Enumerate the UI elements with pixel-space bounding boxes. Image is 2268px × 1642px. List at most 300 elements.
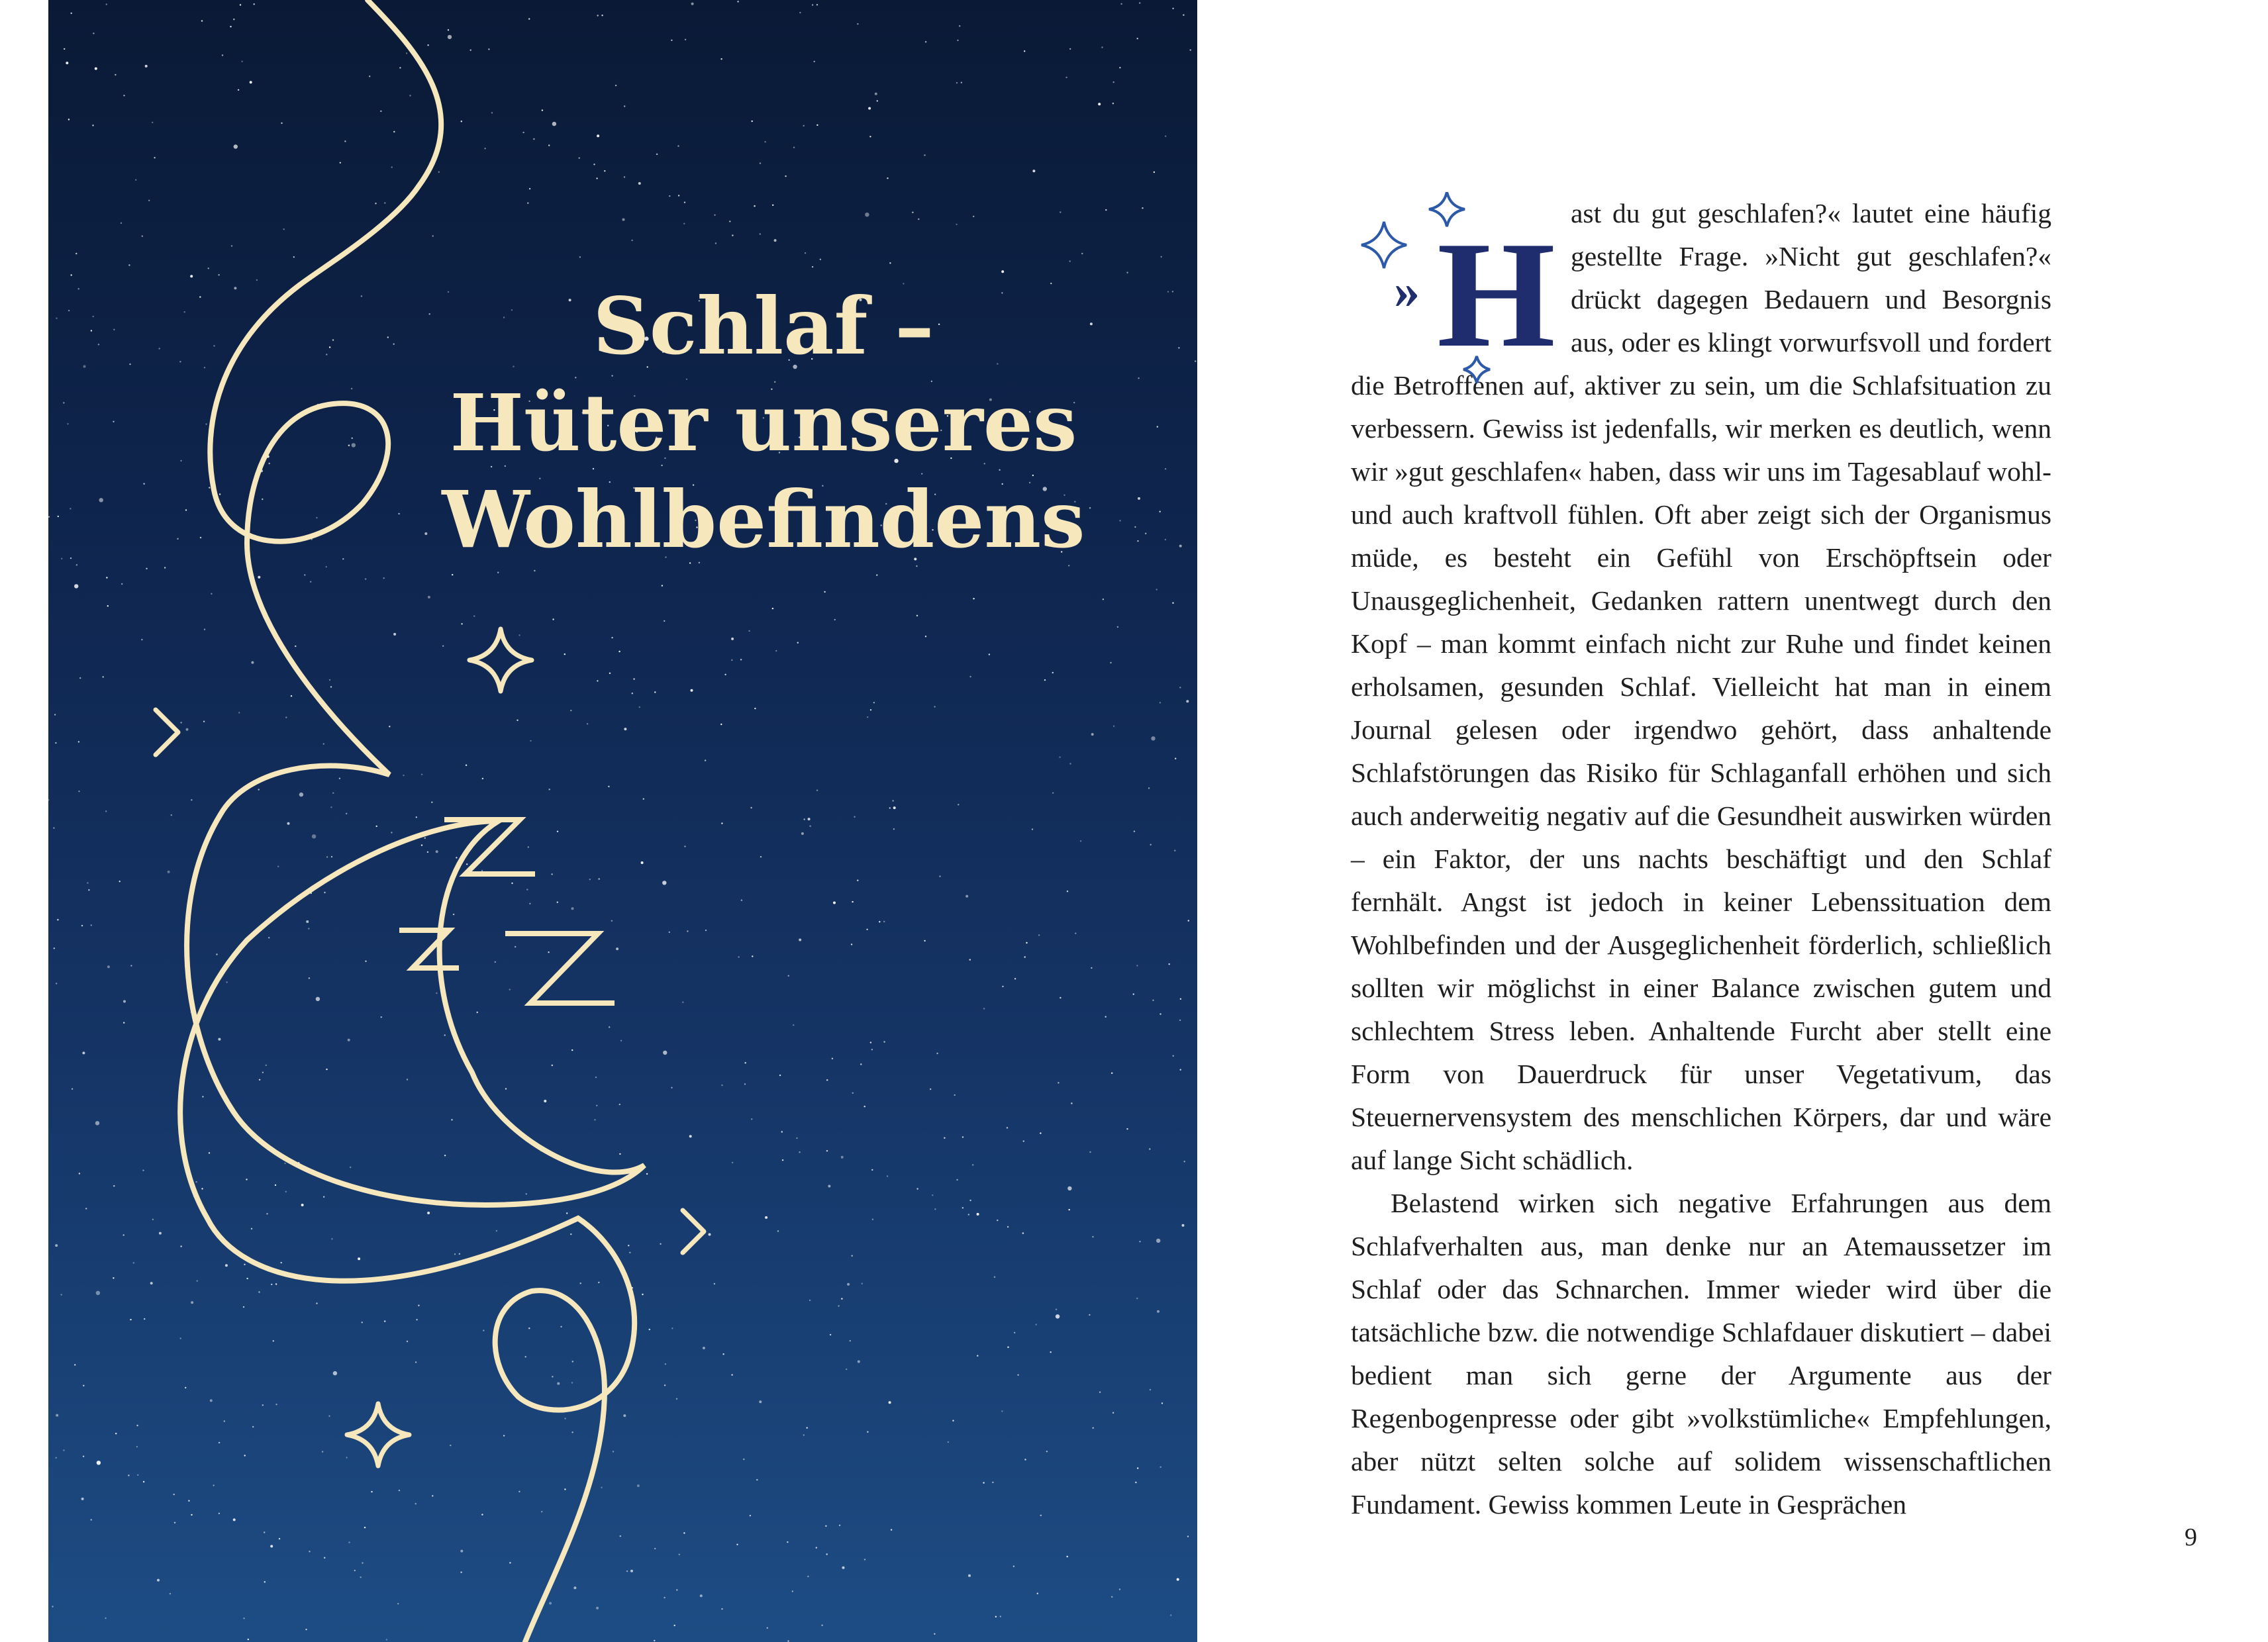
star-dot bbox=[767, 1627, 768, 1629]
star-dot bbox=[683, 1532, 685, 1533]
star-dot bbox=[1111, 1073, 1112, 1074]
star-dot bbox=[1174, 850, 1175, 851]
star-dot bbox=[872, 1219, 873, 1220]
star-dot bbox=[887, 1175, 888, 1177]
star-dot bbox=[968, 1214, 969, 1215]
star-dot bbox=[760, 856, 762, 857]
star-dot bbox=[724, 674, 726, 675]
star-dot bbox=[219, 1513, 220, 1514]
star-dot bbox=[482, 778, 483, 779]
star-dot bbox=[597, 680, 598, 681]
star-dot bbox=[322, 1451, 323, 1452]
star-dot bbox=[879, 921, 880, 922]
star-dot bbox=[816, 790, 818, 791]
star-dot bbox=[448, 29, 449, 30]
star-dot bbox=[1154, 171, 1155, 173]
night-sky-image bbox=[48, 0, 1197, 1642]
star-dot bbox=[772, 608, 773, 609]
star-dot bbox=[1142, 207, 1143, 209]
star-dot bbox=[654, 1548, 656, 1549]
star-dot bbox=[1001, 270, 1004, 273]
star-dot bbox=[142, 236, 143, 237]
star-dot bbox=[952, 1420, 954, 1422]
star-dot bbox=[858, 1361, 860, 1363]
star-dot bbox=[113, 1277, 114, 1279]
star-dot bbox=[362, 1322, 363, 1323]
star-dot bbox=[240, 4, 241, 5]
star-dot bbox=[777, 1230, 779, 1232]
star-dot bbox=[130, 965, 132, 966]
star-dot bbox=[1190, 49, 1191, 50]
star-dot bbox=[760, 233, 761, 234]
star-dot bbox=[204, 367, 205, 368]
star-dot bbox=[852, 1092, 854, 1094]
star-dot bbox=[595, 1077, 597, 1078]
star-dot bbox=[329, 679, 330, 681]
star-dot bbox=[1136, 965, 1138, 966]
star-dot bbox=[809, 826, 811, 827]
star-dot bbox=[316, 517, 317, 518]
star-dot bbox=[962, 1136, 963, 1137]
star-dot bbox=[164, 567, 166, 568]
star-dot bbox=[995, 1616, 997, 1618]
star-dot bbox=[1040, 1132, 1041, 1134]
star-dot bbox=[779, 1075, 781, 1076]
star-dot bbox=[826, 1150, 828, 1151]
star-dot bbox=[619, 1153, 620, 1155]
star-dot bbox=[737, 1, 738, 2]
star-dot bbox=[664, 1597, 665, 1598]
star-dot bbox=[258, 789, 260, 790]
star-dot bbox=[807, 1576, 809, 1577]
star-dot bbox=[1007, 1226, 1009, 1228]
star-dot bbox=[383, 577, 385, 579]
star-dot bbox=[799, 1151, 800, 1153]
star-dot bbox=[1023, 1140, 1024, 1141]
star-dot bbox=[549, 1602, 552, 1605]
star-dot bbox=[454, 1253, 456, 1255]
star-dot bbox=[103, 676, 104, 677]
star-dot bbox=[754, 708, 756, 709]
star-dot bbox=[386, 1639, 387, 1640]
star-dot bbox=[847, 1283, 850, 1286]
star-dot bbox=[889, 807, 891, 808]
star-dot bbox=[1186, 700, 1189, 702]
star-dot bbox=[608, 786, 609, 787]
star-dot bbox=[1151, 736, 1155, 740]
star-dot bbox=[136, 1425, 138, 1426]
star-dot bbox=[326, 566, 327, 567]
star-dot bbox=[572, 1361, 573, 1362]
star-dot bbox=[887, 177, 888, 179]
sparkle-star-icon bbox=[469, 629, 532, 691]
star-dot bbox=[732, 1162, 733, 1163]
star-dot bbox=[669, 932, 670, 933]
star-dot bbox=[793, 147, 795, 148]
star-dot bbox=[654, 1640, 655, 1641]
right-page bbox=[1197, 0, 2268, 1642]
star-dot bbox=[141, 639, 142, 640]
star-dot bbox=[304, 574, 305, 575]
star-dot bbox=[195, 1181, 197, 1183]
star-dot bbox=[824, 591, 825, 593]
star-dot bbox=[365, 961, 366, 962]
star-dot bbox=[133, 1262, 134, 1263]
star-dot bbox=[326, 856, 328, 857]
star-dot bbox=[630, 1570, 633, 1572]
star-dot bbox=[184, 311, 185, 313]
star-dot bbox=[339, 778, 340, 779]
star-dot bbox=[323, 1196, 324, 1198]
star-dot bbox=[1149, 1148, 1150, 1149]
star-dot bbox=[1056, 1309, 1057, 1310]
star-dot bbox=[862, 1283, 863, 1284]
star-dot bbox=[571, 1382, 573, 1383]
star-dot bbox=[889, 262, 891, 264]
star-dot bbox=[1126, 272, 1128, 273]
star-dot bbox=[1167, 291, 1169, 293]
star-dot bbox=[820, 259, 821, 260]
star-dot bbox=[549, 789, 550, 790]
star-dot bbox=[241, 61, 242, 62]
star-dot bbox=[965, 895, 968, 898]
star-dot bbox=[1093, 1427, 1094, 1429]
star-dot bbox=[860, 1063, 862, 1065]
star-dot bbox=[208, 267, 209, 269]
star-dot bbox=[816, 124, 818, 126]
star-dot bbox=[864, 1106, 865, 1107]
star-dot bbox=[113, 1185, 115, 1186]
star-dot bbox=[466, 765, 467, 766]
star-dot bbox=[70, 508, 71, 509]
star-dot bbox=[877, 100, 878, 101]
star-dot bbox=[1179, 1020, 1181, 1021]
star-dot bbox=[671, 1087, 672, 1088]
star-dot bbox=[72, 1088, 73, 1090]
star-dot bbox=[705, 930, 707, 931]
star-dot bbox=[662, 881, 666, 885]
star-dot bbox=[56, 1414, 58, 1417]
star-dot bbox=[683, 223, 685, 224]
star-dot bbox=[145, 65, 148, 68]
star-dot bbox=[295, 646, 296, 647]
star-dot bbox=[596, 1105, 597, 1106]
star-dot bbox=[1105, 209, 1107, 211]
star-dot bbox=[287, 822, 290, 825]
star-dot bbox=[444, 1155, 446, 1156]
star-dot bbox=[332, 793, 334, 794]
star-dot bbox=[1161, 256, 1162, 258]
star-dot bbox=[391, 166, 393, 168]
star-dot bbox=[342, 558, 344, 559]
star-dot bbox=[714, 1283, 715, 1284]
star-dot bbox=[128, 264, 130, 266]
paragraph bbox=[1351, 192, 2051, 1182]
star-dot bbox=[277, 866, 279, 867]
star-dot bbox=[254, 3, 255, 5]
star-dot bbox=[564, 653, 566, 655]
star-dot bbox=[293, 256, 295, 258]
star-dot bbox=[81, 925, 83, 926]
star-dot bbox=[560, 1326, 562, 1328]
star-dot bbox=[654, 691, 656, 693]
star-dot bbox=[972, 1164, 973, 1165]
star-dot bbox=[918, 218, 919, 220]
star-dot bbox=[275, 1283, 277, 1284]
star-dot bbox=[503, 1435, 505, 1436]
star-dot bbox=[765, 1216, 767, 1219]
star-dot bbox=[1136, 1298, 1138, 1299]
star-dot bbox=[173, 1494, 175, 1495]
star-dot bbox=[266, 1065, 267, 1066]
star-dot bbox=[754, 205, 755, 207]
star-dot bbox=[264, 1531, 265, 1533]
star-dot bbox=[750, 1515, 751, 1516]
star-dot bbox=[352, 438, 353, 439]
star-dot bbox=[309, 1551, 310, 1552]
star-dot bbox=[130, 1319, 131, 1320]
star-dot bbox=[483, 1329, 484, 1331]
chevron-right-icon bbox=[156, 710, 178, 755]
star-dot bbox=[1173, 1055, 1174, 1057]
star-dot bbox=[593, 164, 595, 165]
star-dot bbox=[566, 1212, 567, 1214]
star-dot bbox=[714, 215, 715, 216]
star-dot bbox=[83, 1385, 84, 1386]
star-dot bbox=[639, 706, 640, 708]
star-dot bbox=[642, 1294, 643, 1295]
star-dot bbox=[788, 975, 789, 977]
star-dot bbox=[604, 170, 605, 171]
star-dot bbox=[534, 570, 535, 571]
star-dot bbox=[722, 1353, 724, 1355]
star-dot bbox=[517, 720, 518, 721]
star-dot bbox=[867, 716, 868, 718]
star-dot bbox=[154, 157, 155, 158]
star-dot bbox=[530, 740, 531, 742]
star-dot bbox=[1056, 1314, 1060, 1318]
star-dot bbox=[432, 1495, 433, 1496]
star-dot bbox=[200, 537, 201, 538]
star-dot bbox=[129, 363, 130, 365]
star-dot bbox=[781, 1131, 783, 1132]
star-dot bbox=[1050, 1351, 1052, 1353]
star-dot bbox=[1071, 1102, 1072, 1104]
star-dot bbox=[731, 638, 734, 640]
star-dot bbox=[226, 981, 227, 983]
star-dot bbox=[275, 1404, 277, 1405]
star-dot bbox=[624, 728, 626, 730]
star-dot bbox=[1159, 1013, 1161, 1014]
star-dot bbox=[211, 593, 212, 595]
star-dot bbox=[174, 1522, 175, 1523]
star-dot bbox=[481, 1514, 483, 1515]
star-dot bbox=[548, 951, 549, 953]
star-dot bbox=[144, 1318, 145, 1320]
star-dot bbox=[159, 348, 160, 349]
star-dot bbox=[55, 1244, 58, 1247]
star-dot bbox=[271, 1284, 272, 1285]
star-dot bbox=[452, 574, 453, 575]
star-dot bbox=[68, 119, 70, 120]
star-dot bbox=[528, 18, 530, 19]
star-dot bbox=[136, 1446, 138, 1447]
star-dot bbox=[1069, 763, 1071, 764]
star-dot bbox=[202, 1096, 203, 1097]
star-dot bbox=[70, 557, 72, 559]
star-dot bbox=[57, 919, 58, 920]
star-dot bbox=[1150, 844, 1152, 845]
star-dot bbox=[745, 1062, 746, 1063]
star-dot bbox=[495, 961, 496, 963]
star-dot bbox=[1172, 8, 1173, 9]
star-dot bbox=[98, 344, 99, 345]
star-dot bbox=[587, 723, 588, 724]
star-dot bbox=[438, 171, 440, 173]
star-dot bbox=[352, 443, 356, 447]
star-dot bbox=[772, 205, 773, 206]
star-dot bbox=[81, 1498, 84, 1500]
star-dot bbox=[1007, 1127, 1008, 1128]
star-dot bbox=[191, 1514, 192, 1516]
star-dot bbox=[834, 619, 836, 620]
star-dot bbox=[451, 1119, 452, 1120]
star-dot bbox=[246, 1278, 248, 1279]
star-dot bbox=[551, 873, 552, 875]
star-dot bbox=[199, 296, 201, 297]
star-dot bbox=[1135, 1482, 1136, 1483]
star-dot bbox=[677, 145, 679, 146]
star-dot bbox=[78, 288, 79, 289]
chapter-title-line: Schlaf – bbox=[593, 280, 934, 372]
star-dot bbox=[870, 709, 871, 710]
body-text bbox=[1351, 192, 2051, 1526]
star-dot bbox=[230, 26, 231, 27]
star-dot bbox=[1032, 169, 1035, 172]
star-dot bbox=[682, 1002, 683, 1003]
star-dot bbox=[326, 1069, 327, 1070]
star-dot bbox=[68, 310, 70, 311]
star-dot bbox=[956, 1179, 958, 1181]
star-dot bbox=[330, 686, 332, 687]
star-dot bbox=[527, 203, 528, 204]
star-dot bbox=[358, 1257, 360, 1260]
star-dot bbox=[329, 346, 330, 348]
star-dot bbox=[518, 1491, 520, 1492]
star-dot bbox=[1175, 758, 1176, 759]
star-dot bbox=[1089, 1151, 1091, 1153]
star-dot bbox=[969, 959, 971, 960]
star-dot bbox=[866, 929, 867, 930]
star-dot bbox=[1150, 1389, 1151, 1390]
star-dot bbox=[738, 956, 739, 957]
star-dot bbox=[732, 234, 733, 236]
star-dot bbox=[258, 1291, 260, 1292]
star-dot bbox=[1172, 603, 1173, 604]
star-dot bbox=[893, 806, 896, 809]
star-dot bbox=[518, 634, 520, 636]
star-dot bbox=[839, 1525, 840, 1526]
star-dot bbox=[807, 1427, 808, 1428]
star-dot bbox=[1112, 103, 1114, 104]
star-dot bbox=[234, 287, 236, 289]
star-dot bbox=[123, 1234, 124, 1235]
star-dot bbox=[596, 177, 597, 179]
star-dot bbox=[209, 487, 210, 488]
star-dot bbox=[346, 813, 347, 814]
star-dot bbox=[107, 965, 110, 968]
star-dot bbox=[689, 1135, 692, 1137]
star-dot bbox=[871, 1169, 873, 1171]
star-dot bbox=[803, 1434, 805, 1435]
star-dot bbox=[362, 1563, 363, 1564]
star-dot bbox=[225, 1264, 228, 1267]
star-dot bbox=[579, 256, 581, 258]
star-dot bbox=[613, 1451, 614, 1452]
star-dot bbox=[350, 1167, 351, 1168]
star-dot bbox=[623, 1414, 626, 1417]
star-dot bbox=[416, 816, 417, 818]
star-dot bbox=[671, 1328, 673, 1329]
star-dot bbox=[1137, 38, 1138, 39]
star-dot bbox=[266, 1213, 268, 1214]
star-dot bbox=[875, 93, 877, 95]
star-dot bbox=[397, 1603, 399, 1604]
star-dot bbox=[461, 623, 462, 624]
star-dot bbox=[557, 1382, 560, 1385]
star-dot bbox=[542, 109, 543, 111]
star-dot bbox=[85, 1208, 87, 1209]
star-dot bbox=[427, 851, 428, 853]
star-dot bbox=[977, 1355, 978, 1357]
star-dot bbox=[883, 921, 885, 922]
star-dot bbox=[609, 673, 611, 674]
star-dot bbox=[312, 834, 316, 838]
star-dot bbox=[841, 1298, 842, 1299]
star-dot bbox=[1037, 1593, 1038, 1594]
star-dot bbox=[932, 1194, 933, 1196]
star-dot bbox=[190, 275, 193, 277]
star-dot bbox=[1119, 1588, 1120, 1590]
star-dot bbox=[509, 989, 511, 990]
star-dot bbox=[977, 1213, 979, 1216]
star-dot bbox=[564, 1418, 566, 1419]
star-dot bbox=[256, 279, 258, 281]
star-dot bbox=[427, 1212, 430, 1214]
star-dot bbox=[331, 1238, 332, 1239]
star-dot bbox=[1112, 1412, 1114, 1414]
chapter-title bbox=[360, 278, 1167, 568]
star-dot bbox=[258, 576, 260, 579]
star-dot bbox=[731, 1374, 732, 1375]
star-dot bbox=[1179, 545, 1182, 548]
star-dot bbox=[1038, 934, 1040, 936]
star-dot bbox=[376, 826, 377, 827]
star-dot bbox=[676, 1398, 677, 1400]
star-dot bbox=[284, 1163, 285, 1164]
star-dot bbox=[432, 235, 434, 236]
star-dot bbox=[828, 1185, 830, 1188]
star-dot bbox=[629, 1252, 630, 1253]
star-dot bbox=[1195, 360, 1196, 362]
star-dot bbox=[1157, 1310, 1159, 1313]
star-dot bbox=[997, 1220, 998, 1221]
star-dot bbox=[348, 1541, 350, 1543]
star-dot bbox=[1052, 672, 1054, 673]
star-dot bbox=[1156, 1239, 1160, 1243]
star-dot bbox=[1177, 1578, 1179, 1581]
star-dot bbox=[580, 1282, 581, 1284]
